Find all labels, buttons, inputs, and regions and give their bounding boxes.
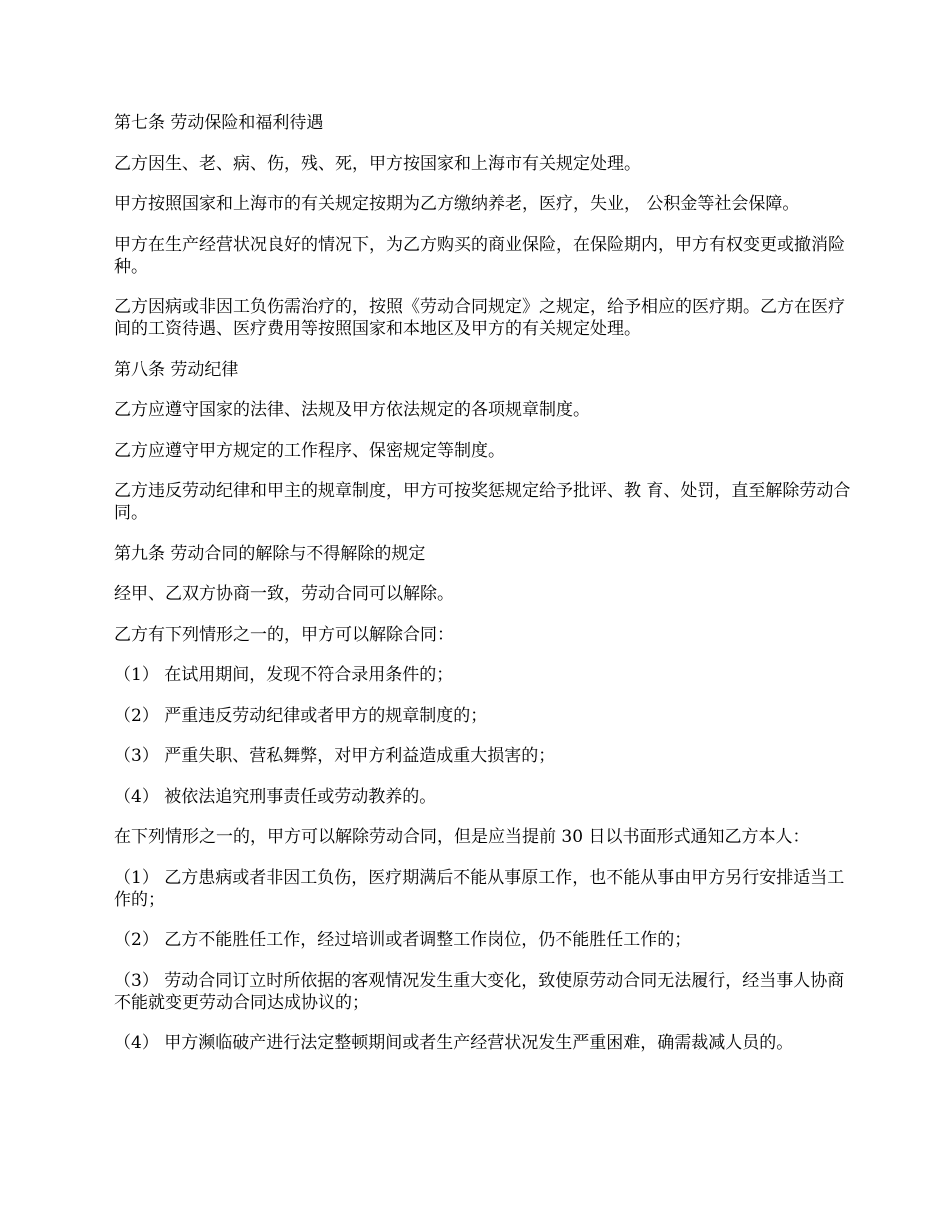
list-item: （3） 严重失职、营私舞弊，对甲方利益造成重大损害的； (114, 746, 556, 766)
list-item: （1） 在试用期间，发现不符合录用条件的； (114, 665, 454, 685)
list-item: （4） 被依法追究刑事责任或劳动教养的。 (114, 786, 437, 807)
list-item: （2） 乙方不能胜任工作，经过培训或者调整工作岗位，仍不能胜任工作的； (114, 930, 692, 950)
list-item: （2） 严重违反劳动纪律或者甲方的规章制度的； (114, 705, 488, 726)
paragraph: 乙方有下列情形之一的，甲方可以解除合同： (114, 624, 454, 645)
article-8-heading: 第八条 劳动纪律 (114, 359, 239, 380)
paragraph: 乙方应遵守国家的法律、法规及甲方依法规定的各项规章制度。 (114, 400, 590, 420)
paragraph: 乙方违反劳动纪律和甲主的规章制度，甲方可按奖惩规定给予批评、教 育、处罚，直至解除劳动合同。 (114, 481, 851, 523)
list-item: （4） 甲方濒临破产进行法定整顿期间或者生产经营状况发生严重困难，确需裁减人员的。 (114, 1033, 794, 1053)
paragraph: 乙方应遵守甲方规定的工作程序、保密规定等制度。 (114, 440, 505, 461)
article-7-heading: 第七条 劳动保险和福利待遇 (114, 113, 324, 133)
list-item: （1） 乙方患病或者非因工负伤，医疗期满后不能从事原工作，也不能从事由甲方另行安排适当工作的； (114, 867, 845, 910)
paragraph: 经甲、乙双方协商一致，劳动合同可以解除。 (114, 584, 454, 604)
paragraph: 乙方因病或非因工负伤需治疗的，按照《劳动合同规定》之规定，给予相应的医疗期。乙方在医疗间的工资待遇、医疗费用等按照国家和本地区及甲方的有关规定处理。 (114, 297, 845, 339)
document-page (114, 112, 854, 1073)
article-9-heading: 第九条 劳动合同的解除与不得解除的规定 (114, 543, 426, 564)
paragraph: 乙方因生、老、病、伤，残、死，甲方按国家和上海市有关规定处理。 (114, 153, 641, 174)
paragraph: 甲方在生产经营状况良好的情况下，为乙方购买的商业保险，在保险期内，甲方有权变更或撤消险种。 (114, 234, 845, 277)
paragraph: 在下列情形之一的，甲方可以解除劳动合同，但是应当提前 30 日以书面形式通知乙方本人： (114, 827, 810, 847)
paragraph: 甲方按照国家和上海市的有关规定按期为乙方缴纳养老，医疗，失业， 公积金等社会保障。 (114, 194, 800, 214)
list-item: （3） 劳动合同订立时所依据的客观情况发生重大变化，致使原劳动合同无法履行，经当事人协商不能就变更劳动合同达成协议的； (114, 970, 845, 1013)
